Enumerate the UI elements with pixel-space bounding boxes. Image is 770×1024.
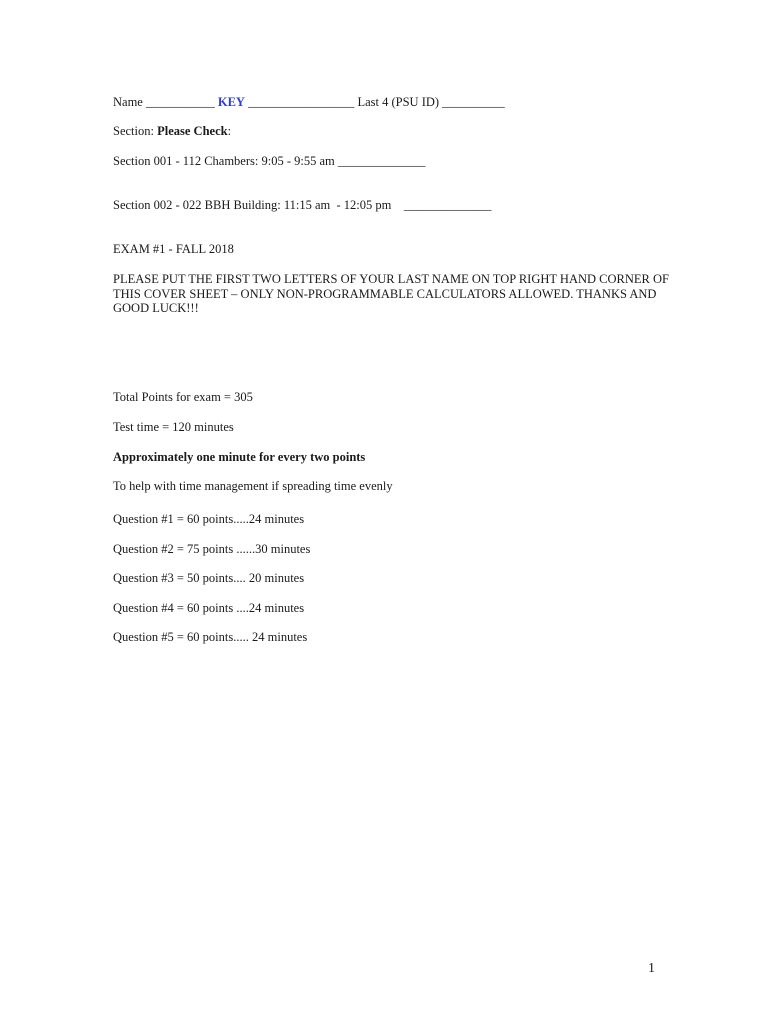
section-colon: : <box>227 124 232 138</box>
name-value: KEY <box>217 95 245 109</box>
section-option-001: Section 001 - 112 Chambers: 9:05 - 9:55 am ______________ <box>113 154 426 168</box>
question-5: Question #5 = 60 points..... 24 minutes <box>113 630 308 644</box>
exam-instructions: PLEASE PUT THE FIRST TWO LETTERS OF YOUR LAST NAME ON TOP RIGHT HAND CORNER OF THIS COVER SHEET – ONLY NON-PROGRAMMABLE CALCULATORS ALLOWED. THANKS AND GOOD LUCK!!! <box>113 272 669 315</box>
section-label: Section: <box>113 124 158 138</box>
approx-note: Approximately one minute for every two points <box>113 450 366 464</box>
please-check-label: Please Check <box>157 124 228 138</box>
question-4: Question #4 = 60 points ....24 minutes <box>113 601 305 615</box>
section-option-002: Section 002 - 022 BBH Building: 11:15 am - 12:05 pm ______________ <box>113 198 492 212</box>
name-rest: _________________ Last 4 (PSU ID) __________ <box>244 95 505 109</box>
exam-title: EXAM #1 - FALL 2018 <box>113 242 234 256</box>
section-heading <box>113 124 231 139</box>
question-3: Question #3 = 50 points.... 20 minutes <box>113 571 305 585</box>
name-line <box>113 95 505 110</box>
time-help-note: To help with time management if spreading time evenly <box>113 479 393 493</box>
total-points: Total Points for exam = 305 <box>113 390 253 404</box>
name-label: Name ___________ <box>113 95 218 109</box>
page-number: 1 <box>648 961 655 976</box>
question-2: Question #2 = 75 points ......30 minutes <box>113 542 311 556</box>
question-1: Question #1 = 60 points.....24 minutes <box>113 512 305 526</box>
test-time: Test time = 120 minutes <box>113 420 234 434</box>
